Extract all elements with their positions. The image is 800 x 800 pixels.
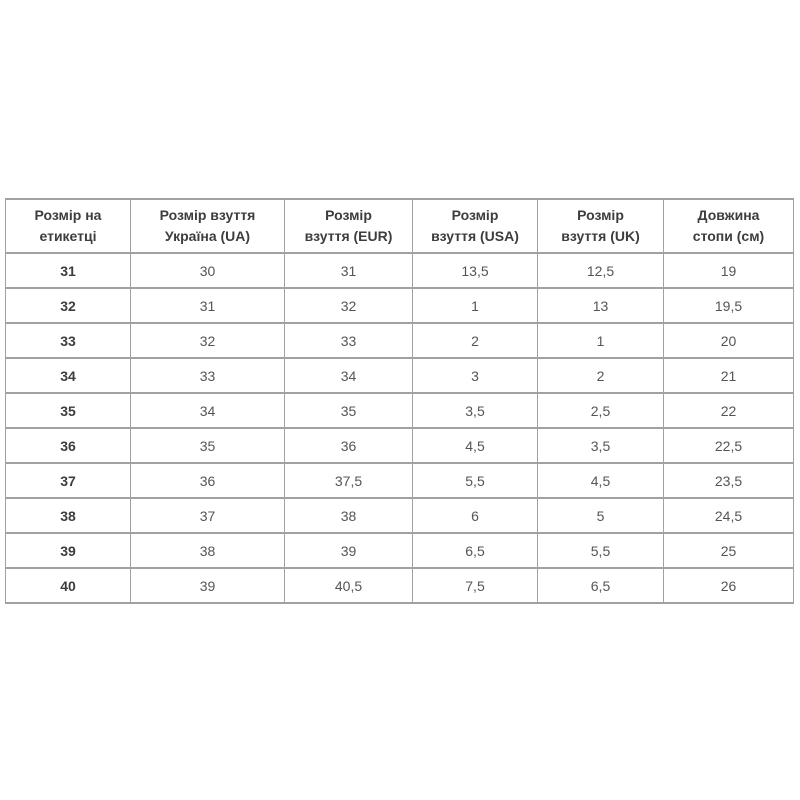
column-header	[131, 199, 285, 253]
data-cell: 7,5	[413, 568, 538, 603]
data-cell: 2,5	[538, 393, 664, 428]
data-cell: 38	[285, 498, 413, 533]
column-header-line: стопи (см)	[692, 228, 765, 244]
table-row	[6, 533, 794, 568]
table-row	[6, 358, 794, 393]
data-cell: 19,5	[664, 288, 794, 323]
data-cell: 13	[538, 288, 664, 323]
column-header-line: взуття (USA)	[431, 228, 519, 244]
column-header-line: етикетці	[39, 228, 97, 244]
data-cell: 3,5	[538, 428, 664, 463]
label-size-cell: 33	[6, 323, 131, 358]
data-cell: 35	[285, 393, 413, 428]
data-cell: 1	[413, 288, 538, 323]
data-cell: 33	[285, 323, 413, 358]
column-header-line: Довжина	[697, 207, 760, 223]
data-cell: 32	[285, 288, 413, 323]
column-header-line: взуття (EUR)	[304, 228, 393, 244]
table-row	[6, 568, 794, 603]
data-cell: 5,5	[413, 463, 538, 498]
data-cell: 31	[131, 288, 285, 323]
data-cell: 3	[413, 358, 538, 393]
data-cell: 37,5	[285, 463, 413, 498]
data-cell: 23,5	[664, 463, 794, 498]
column-header-line: Розмір	[325, 207, 372, 223]
data-cell: 5	[538, 498, 664, 533]
shoe-size-conversion-table	[5, 198, 794, 604]
data-cell: 3,5	[413, 393, 538, 428]
data-cell: 30	[131, 253, 285, 288]
column-header	[413, 199, 538, 253]
data-cell: 35	[131, 428, 285, 463]
column-header-line: Україна (UA)	[164, 228, 251, 244]
data-cell: 22,5	[664, 428, 794, 463]
data-cell: 31	[285, 253, 413, 288]
header-row	[6, 199, 794, 253]
data-cell: 32	[131, 323, 285, 358]
label-size-cell: 36	[6, 428, 131, 463]
column-header	[285, 199, 413, 253]
label-size-cell: 37	[6, 463, 131, 498]
table-row	[6, 498, 794, 533]
data-cell: 37	[131, 498, 285, 533]
label-size-cell: 34	[6, 358, 131, 393]
data-cell: 36	[285, 428, 413, 463]
table-body	[6, 253, 794, 603]
label-size-cell: 39	[6, 533, 131, 568]
label-size-cell: 35	[6, 393, 131, 428]
table-row	[6, 428, 794, 463]
data-cell: 19	[664, 253, 794, 288]
label-size-cell: 31	[6, 253, 131, 288]
column-header-line: Розмір на	[34, 207, 102, 223]
data-cell: 4,5	[538, 463, 664, 498]
data-cell: 2	[538, 358, 664, 393]
data-cell: 21	[664, 358, 794, 393]
data-cell: 20	[664, 323, 794, 358]
data-cell: 5,5	[538, 533, 664, 568]
data-cell: 26	[664, 568, 794, 603]
column-header-line: Розмір	[451, 207, 499, 223]
column-header	[538, 199, 664, 253]
data-cell: 6	[413, 498, 538, 533]
data-cell: 13,5	[413, 253, 538, 288]
label-size-cell: 38	[6, 498, 131, 533]
data-cell: 33	[131, 358, 285, 393]
table-row	[6, 253, 794, 288]
table-row	[6, 288, 794, 323]
label-size-cell: 40	[6, 568, 131, 603]
table-row	[6, 393, 794, 428]
data-cell: 6,5	[538, 568, 664, 603]
column-header-line: взуття (UK)	[561, 228, 640, 244]
data-cell: 24,5	[664, 498, 794, 533]
data-cell: 12,5	[538, 253, 664, 288]
data-cell: 2	[413, 323, 538, 358]
data-cell: 39	[285, 533, 413, 568]
data-cell: 6,5	[413, 533, 538, 568]
column-header	[664, 199, 794, 253]
column-header	[6, 199, 131, 253]
data-cell: 1	[538, 323, 664, 358]
data-cell: 4,5	[413, 428, 538, 463]
data-cell: 36	[131, 463, 285, 498]
data-cell: 34	[285, 358, 413, 393]
data-cell: 40,5	[285, 568, 413, 603]
data-cell: 39	[131, 568, 285, 603]
column-header-line: Розмір	[577, 207, 624, 223]
data-cell: 22	[664, 393, 794, 428]
data-cell: 34	[131, 393, 285, 428]
data-cell: 38	[131, 533, 285, 568]
column-header-line: Розмір взуття	[159, 207, 256, 223]
table-row	[6, 323, 794, 358]
data-cell: 25	[664, 533, 794, 568]
table-row	[6, 463, 794, 498]
label-size-cell: 32	[6, 288, 131, 323]
table-header	[6, 199, 794, 253]
